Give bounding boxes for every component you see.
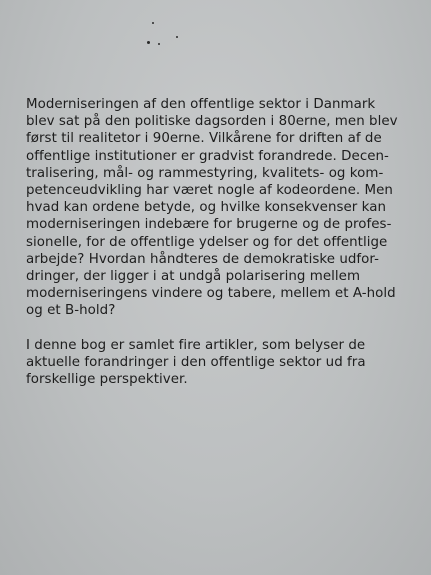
text-line: Moderniseringen af den offentlige sektor i Danmark bbox=[26, 97, 376, 112]
dust-speck bbox=[152, 22, 154, 24]
text-line: offentlige institutioner er gradvist forandrede. Decen- bbox=[26, 148, 389, 164]
dust-speck bbox=[147, 41, 150, 44]
dust-speck bbox=[176, 36, 178, 38]
text-line: moderniseringen indebære for brugerne og de profes- bbox=[26, 217, 392, 233]
text-line: sionelle, for de offentlige ydelser og for det offentlige bbox=[26, 234, 388, 250]
text-line: I denne bog er samlet fire artikler, som belyser de bbox=[26, 337, 366, 353]
text-line: forskellige perspektiver. bbox=[26, 372, 188, 388]
text-line: blev sat på den politiske dagsorden i 80erne, men blev bbox=[26, 114, 398, 130]
text-line: moderniseringens vindere og tabere, mellem et A-hold bbox=[26, 286, 396, 302]
paragraph-2 bbox=[26, 337, 416, 389]
back-cover-text bbox=[26, 96, 416, 388]
text-line: og et B-hold? bbox=[26, 303, 116, 319]
text-line: aktuelle forandringer i den offentlige sektor ud fra bbox=[26, 354, 366, 370]
text-line: tralisering, mål- og rammestyring, kvalitets- og kom- bbox=[26, 165, 384, 181]
text-line: petenceudvikling har været nogle af kodeordene. Men bbox=[26, 183, 393, 199]
dust-speck bbox=[158, 43, 160, 45]
text-line: arbejde? Hvordan håndteres de demokratiske udfor- bbox=[26, 251, 380, 267]
text-line: hvad kan ordene betyde, og hvilke konsekvenser kan bbox=[26, 200, 387, 216]
paragraph-gap bbox=[26, 320, 416, 337]
text-line: først til realitetor i 90erne. Vilkårene for driften af de bbox=[26, 131, 382, 147]
text-line: dringer, der ligger i at undgå polarisering mellem bbox=[26, 269, 361, 285]
paragraph-1 bbox=[26, 96, 416, 320]
